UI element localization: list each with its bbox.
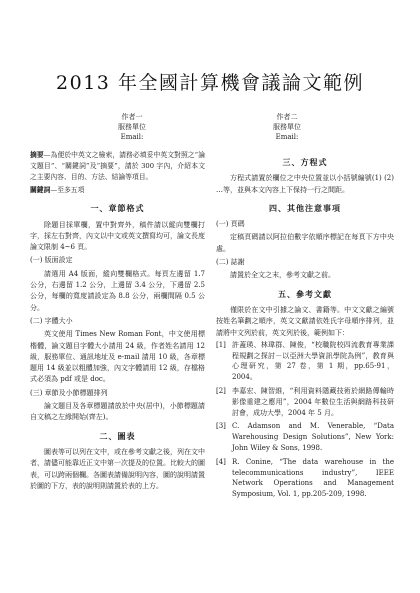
reference-text: C. Adamson and M. Venerable, “Data Warehousing Design Solutions”, New York: John Wiley & Sons, 1998. (232, 422, 394, 453)
author-one (62, 112, 202, 142)
subsection-heading: (二) 誌謝 (216, 258, 245, 267)
author-name: 作者二 (276, 113, 298, 121)
reference-number: [1] (216, 340, 226, 349)
reference-text: R. Conine, “The data warehouse in the telecommunications industry”, IEEE Network Operations and Management Symposium, Vol. 1, pp.205-209, 1998. (232, 457, 394, 499)
reference-number: [4] (216, 457, 226, 466)
subsection-heading: (三) 章節及小節標題排列 (30, 388, 108, 397)
author-email: Email: (275, 133, 299, 141)
right-sections (216, 157, 394, 339)
keywords-text: —至多五項 (50, 186, 85, 194)
right-column (216, 150, 394, 503)
left-column (30, 150, 205, 493)
reference-item (216, 340, 394, 383)
paragraph: 圖表等可以列在文中，或在參考文獻之後，列在文中者，請儘可能靠近正文中第一次提及的位置。比較大的圖表，可以跨兩個欄。各圖表請備說明內容，圖的說明請置於圖的下方，表的說明則請置於表的上方。 (30, 447, 205, 490)
abstract-label: 摘要 (30, 151, 44, 159)
paragraph: 除題目採單欄，置中對齊外，稿件請以縱向雙欄打字，採左右對齊，內文以中文或英文撰寫均可，論文長度論文限制 4~6 頁。 (30, 220, 205, 252)
keywords (30, 185, 205, 196)
section-heading: 三、方程式 (282, 157, 328, 167)
author-affiliation: 服務單位 (118, 123, 146, 131)
reference-item (216, 457, 394, 500)
reference-item (216, 421, 394, 453)
paragraph: 定稿頁碼請以阿拉伯數字依順序標記在每頁下方中央處。 (216, 233, 394, 253)
subsection-heading: (二) 字體大小 (30, 316, 73, 325)
reference-list (216, 340, 394, 500)
reference-text: 許蓋瑛、林瑋群、陳俊，“校職院校四流教育專業課程規劃之探討－以亞洲大學資訊學院為例”，教育與心理研究，第 27 卷，第 1 期，pp.65-91，2004。 (232, 340, 394, 382)
paragraph: 論文題目及各章標題請放於中央(居中)，小節標題請自文稿之左緣開始(齊左)。 (30, 402, 205, 422)
reference-text: 李嘉宏、陳智維，“利用資料隱藏技術於網路傳輸時影像重建之應用”，2004 年數位生活與網路科技研討會，成功大學，2004 年 5 月。 (232, 387, 394, 417)
paragraph: 方程式請置於欄位之中央位置並以小括號編號(1) (2) …等，並與本文內容上下保持一行之間距。 (216, 174, 394, 194)
paragraph: 請選用 A4 版面，縱向雙欄格式。每頁左邊留 1.7 公分，右邊留 1.2 公分，上邊留 3.4 公分，下邊留 2.5 公分，每欄的寬度請設定為 8.8 公分，兩欄間隔 0.5 公分。 (30, 269, 205, 312)
abstract (30, 150, 205, 183)
author-affiliation: 服務單位 (273, 123, 301, 131)
section-heading: 一、章節格式 (90, 203, 145, 214)
section-heading: 五、參考文獻 (278, 288, 332, 299)
subsection-heading: (一) 頁碼 (216, 220, 245, 229)
reference-number: [2] (216, 387, 226, 396)
section-heading: 四、其他注意事項 (269, 202, 341, 213)
author-name: 作者一 (121, 113, 143, 121)
subsection-heading: (一) 版面設定 (30, 256, 73, 265)
reference-number: [3] (216, 422, 226, 431)
author-two (217, 112, 357, 142)
paper-title: 2013 年全國計算機會議論文範例 (56, 72, 364, 94)
section-heading: 二、圖表 (99, 430, 136, 441)
paragraph: 英文使用 Times New Roman Font，中文使用標楷體，論文題目字體大小請用 24 級，作者姓名請用 12 級，服務單位、通訊地址及 e-mail 請用 10 級，各章標題用 14 級並以粗體加強，內文字體請用 12 級，存檔格式必須為 pdf 或是 doc。 (30, 330, 205, 384)
paragraph: 僅限於在文中引據之論文、書籍等。中文文獻之編號按姓名筆劃之順序，英文文獻請依姓氏字母順序排列，並請將中文列於前，英文列於後，範例如下： (216, 305, 394, 337)
reference-item (216, 386, 394, 418)
keywords-label: 關鍵詞 (30, 186, 51, 194)
author-email: Email: (120, 133, 144, 141)
abstract-text: —為便於中英文之檢索，請務必填妥中英文對照之“論文題目”、“關鍵詞”及“摘要”，請於 300 字內，介紹本文之主要內容、目的、方法、結論等項目。 (30, 151, 206, 181)
left-sections (30, 203, 205, 492)
paragraph: 請置於全文之末，參考文獻之前。 (230, 271, 335, 280)
